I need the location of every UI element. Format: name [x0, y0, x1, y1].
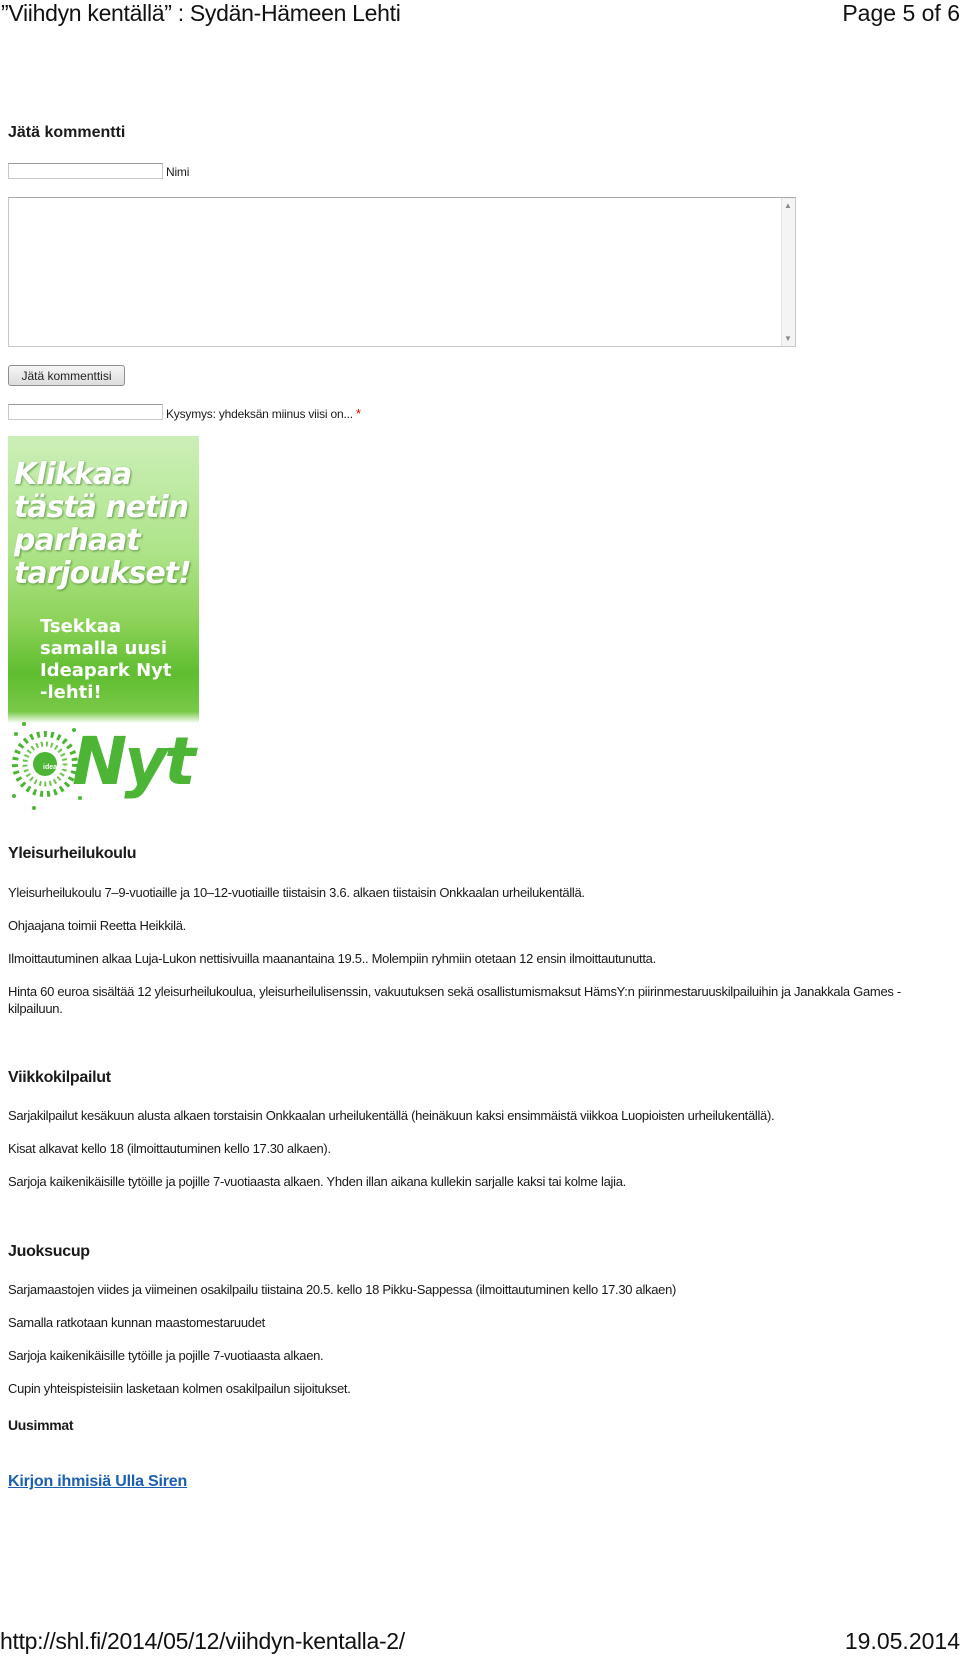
section-heading: Yleisurheilukoulu	[8, 845, 137, 862]
print-footer	[0, 1628, 960, 1657]
name-input[interactable]	[8, 163, 163, 179]
ad-headline-line: Klikkaa	[14, 457, 132, 492]
scroll-down-icon[interactable]: ▼	[784, 334, 792, 343]
submit-comment-button[interactable]: Jätä kommenttisi	[8, 365, 125, 386]
paragraph: Samalla ratkotaan kunnan maastomestaruudet	[8, 1315, 265, 1330]
ad-headline	[14, 458, 198, 590]
page-indicator: Page 5 of 6	[842, 0, 960, 26]
paragraph: Ilmoittautuminen alkaa Luja-Lukon nettisivuilla maanantaina 19.5.. Molempiin ryhmiin otetaan 12 ensin ilmoittautunutta.	[8, 951, 656, 966]
page-title: ”Viihdyn kentällä” : Sydän-Hämeen Lehti	[1, 0, 401, 26]
print-header	[0, 0, 960, 30]
ad-headline-line: parhaat	[14, 523, 140, 558]
ad-logo-text: Nyt	[72, 723, 193, 800]
ad-subline	[40, 616, 190, 704]
captcha-label	[166, 406, 361, 421]
required-marker: *	[356, 406, 361, 421]
ad-headline-line: tästä netin	[14, 490, 189, 525]
ad-subline-line: -lehti!	[40, 682, 102, 703]
paragraph: Kisat alkavat kello 18 (ilmoittautuminen kello 17.30 alkaen).	[8, 1141, 331, 1156]
paragraph: Sarjoja kaikenikäisille tytöille ja pojille 7-vuotiaasta alkaen. Yhden illan aikana kullekin sarjalle kaksi tai kolme lajia.	[8, 1174, 626, 1189]
ad-logo-small-text: ideapark	[43, 764, 72, 771]
ad-subline-line: Ideapark Nyt	[40, 660, 172, 681]
print-date: 19.05.2014	[844, 1628, 960, 1654]
ideapark-ad-banner[interactable]	[8, 436, 199, 819]
scroll-up-icon[interactable]: ▲	[784, 201, 792, 210]
comment-textarea[interactable]	[8, 197, 796, 347]
name-label: Nimi	[166, 165, 190, 179]
page-url: http://shl.fi/2014/05/12/viihdyn-kentalla-2/	[0, 1628, 405, 1654]
paragraph: Hinta 60 euroa sisältää 12 yleisurheilukoulua, yleisurheilulisenssin, vakuutuksen sekä osallistumismaksut HämsY:n piirinmestaruuskilpailuihin ja Janakkala Games -kilpailuun.	[8, 984, 901, 1016]
section-heading: Viikkokilpailut	[8, 1069, 111, 1086]
captcha-input[interactable]	[8, 404, 163, 420]
captcha-question: Kysymys: yhdeksän miinus viisi on...	[166, 407, 353, 421]
paragraph: Sarjamaastojen viides ja viimeinen osakilpailu tiistaina 20.5. kello 18 Pikku-Sappessa (ilmoittautuminen kello 17.30 alkaen)	[8, 1282, 677, 1297]
comment-heading: Jätä kommentti	[8, 124, 126, 141]
ad-headline-line: tarjoukset!	[14, 556, 191, 591]
comment-scrollbar[interactable]	[781, 198, 795, 346]
paragraph: Sarjoja kaikenikäisille tytöille ja pojille 7-vuotiaasta alkaen.	[8, 1348, 324, 1363]
latest-article-link[interactable]: Kirjon ihmisiä Ulla Siren	[8, 1473, 188, 1490]
paragraph: Yleisurheilukoulu 7–9-vuotiaille ja 10–12-vuotiaille tiistaisin 3.6. alkaen tiistaisin Onkkaalan urheilukentällä.	[8, 885, 585, 900]
ad-subline-line: Tsekkaa	[40, 616, 122, 637]
ad-subline-line: samalla uusi	[40, 638, 168, 659]
paragraph: Ohjaajana toimii Reetta Heikkilä.	[8, 918, 186, 933]
section-heading: Juoksucup	[8, 1243, 90, 1260]
paragraph: Cupin yhteispisteisiin lasketaan kolmen osakilpailun sijoitukset.	[8, 1381, 351, 1396]
paragraph: Sarjakilpailut kesäkuun alusta alkaen torstaisin Onkkaalan urheilukentällä (heinäkuun kaksi ensimmäistä viikkoa Luopioisten urheilukentällä).	[8, 1108, 775, 1123]
latest-heading: Uusimmat	[8, 1417, 74, 1433]
